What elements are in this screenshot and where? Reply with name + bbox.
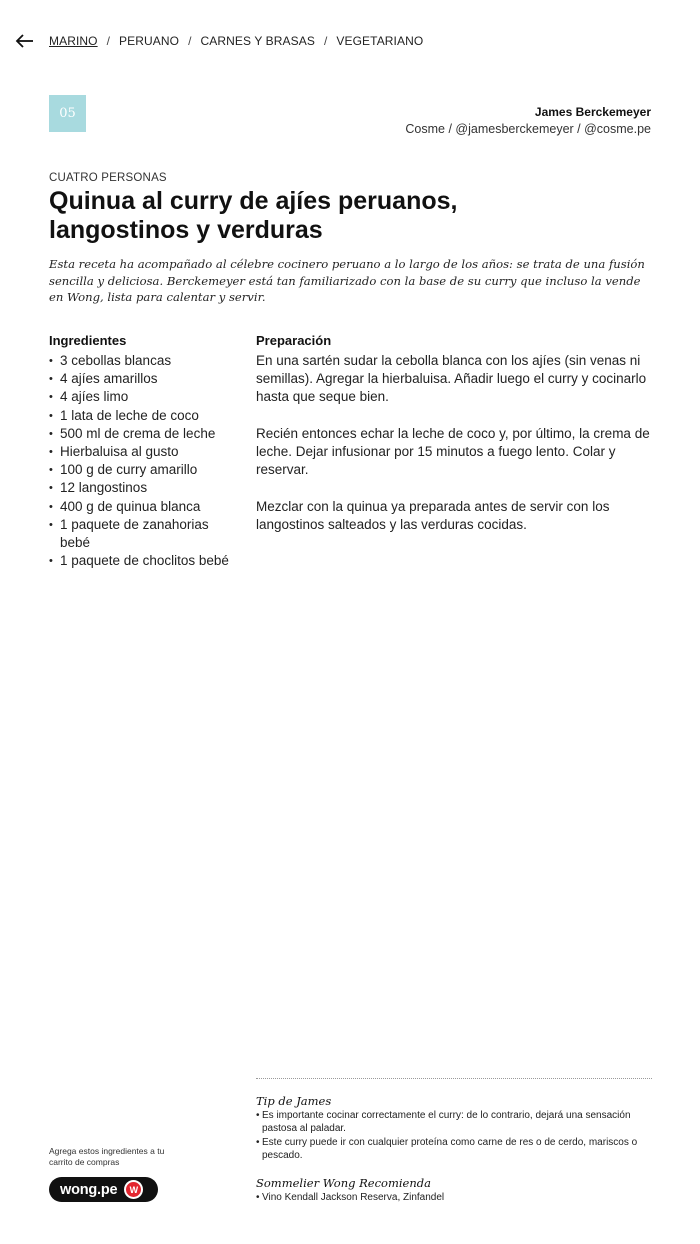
list-item: • Es importante cocinar correctamente el curry: de lo contrario, dejará una sensación pastosa al paladar. xyxy=(256,1109,654,1136)
nav-item-marino[interactable]: MARINO xyxy=(49,34,98,48)
ingredients-list xyxy=(49,352,239,570)
list-item: • 3 cebollas blancas xyxy=(49,352,239,370)
arrow-left-icon xyxy=(14,30,36,52)
ingredients-heading: Ingredientes xyxy=(49,333,127,348)
recipe-title: Quinua al curry de ajíes peruanos, langostinos y verduras xyxy=(49,187,458,244)
wong-brand-label: wong.pe xyxy=(60,1181,118,1198)
nav-item-carnes-y-brasas[interactable]: CARNES Y BRASAS xyxy=(200,34,315,48)
preparation-step: Recién entonces echar la leche de coco y, por último, la crema de leche. Dejar infusionar por 15 minutos a fuego lento. Colar y reservar. xyxy=(256,425,650,478)
author-name: James Berckemeyer xyxy=(534,105,651,119)
list-item: • 4 ajíes limo xyxy=(49,388,239,406)
preparation-step: En una sartén sudar la cebolla blanca con los ajíes (sin venas ni semillas). Agregar la hierbaluisa. Añadir luego el curry y cocinarlo hasta que seque bien. xyxy=(256,353,647,405)
list-item: • 1 paquete de choclitos bebé xyxy=(49,552,239,570)
servings-label: CUATRO PERSONAS xyxy=(49,172,167,184)
list-item: • Este curry puede ir con cualquier proteína como carne de res o de cerdo, mariscos o pescado. xyxy=(256,1136,654,1163)
list-item: • 500 ml de crema de leche xyxy=(49,425,239,443)
dotted-divider xyxy=(256,1078,652,1079)
preparation-steps xyxy=(256,352,654,552)
list-item: • 12 langostinos xyxy=(49,479,239,497)
list-item: • Hierbaluisa al gusto xyxy=(49,443,239,461)
wong-w-letter: W xyxy=(126,1182,141,1197)
nav-item-vegetariano[interactable]: VEGETARIANO xyxy=(336,34,424,48)
nav-item-peruano[interactable]: PERUANO xyxy=(119,34,180,48)
list-item: • 400 g de quinua blanca xyxy=(49,498,239,516)
author-block xyxy=(405,105,651,136)
preparation-step: Mezclar con la quinua ya preparada antes de servir con los langostinos salteados y las verduras cocidas. xyxy=(256,498,610,532)
preparation-heading: Preparación xyxy=(256,333,332,348)
sommelier-recommendation: • Vino Kendall Jackson Reserva, Zinfandel xyxy=(256,1192,444,1203)
sommelier-heading: Sommelier Wong Recomienda xyxy=(256,1176,431,1190)
recipe-intro: Esta receta ha acompañado al célebre cocinero peruano a lo largo de los años: se trata de una fusión sencilla y deliciosa. Berckemeyer está tan familiarizado con la base de su curry que incluso la vende en Wong, lista para calentar y servir. xyxy=(49,257,645,304)
list-item: • 1 lata de leche de coco xyxy=(49,407,239,425)
author-handles: Cosme / @jamesberckemeyer / @cosme.pe xyxy=(405,122,651,136)
tip-heading: Tip de James xyxy=(256,1094,332,1108)
back-button[interactable] xyxy=(14,30,36,52)
cart-prompt: Agrega estos ingredientes a tu carrito de compras xyxy=(49,1146,165,1167)
list-item: • 100 g de curry amarillo xyxy=(49,461,239,479)
list-item: • 4 ajíes amarillos xyxy=(49,370,239,388)
recipe-number-badge: 05 xyxy=(49,95,86,132)
tip-list xyxy=(256,1109,654,1162)
category-nav: MARINO / PERUANO / CARNES Y BRASAS / VEGETARIANO xyxy=(49,34,424,48)
wong-cart-button[interactable] xyxy=(49,1177,158,1202)
wong-w-icon xyxy=(124,1180,143,1199)
list-item: • 1 paquete de zanahorias bebé xyxy=(49,516,239,552)
